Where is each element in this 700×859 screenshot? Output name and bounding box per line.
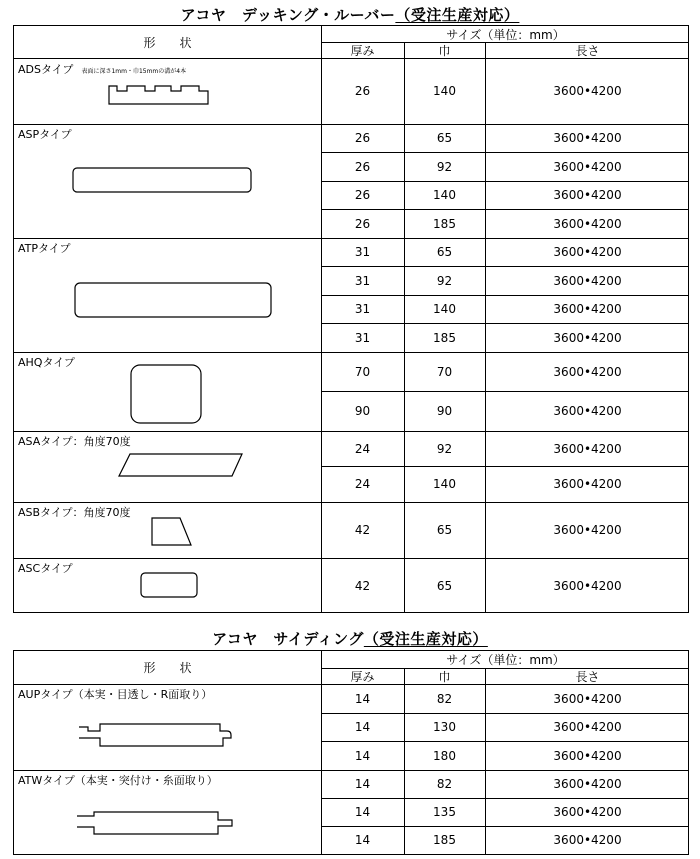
type-name-ahq: AHQタイプ [18,356,75,369]
asp-profile-icon [72,167,252,193]
deck-title-prefix: アコヤ デッキング・ルーバー [180,6,396,24]
type-name-asa: ASAタイプ：角度70度 [18,435,131,448]
width-header: 巾 [438,43,451,58]
asb-profile-icon [151,517,193,547]
table-cell: 185 [433,833,456,847]
table-cell: 65 [436,131,453,145]
siding-size-unit-header: サイズ（単位：mm） [446,653,565,667]
table-cell: 140 [433,188,456,202]
table-cell: 3600•4200 [553,330,622,345]
size-unit-header: サイズ（単位：mm） [446,27,565,42]
shape-header: 形 状 [143,35,192,50]
thickness-header: 厚み [350,43,375,58]
table-cell: 3600•4200 [553,245,622,259]
table-cell: 70 [436,364,453,379]
table-cell: 82 [436,691,453,706]
table-cell: 180 [433,748,456,763]
table-cell: 24 [354,441,371,456]
table-cell: 90 [436,404,453,418]
table-cell: 92 [436,159,453,174]
table-cell: 3600•4200 [553,216,622,231]
length-header: 長さ [575,43,600,58]
table-cell: 3600•4200 [553,273,622,288]
table-cell: 185 [433,330,456,345]
table-cell: 3600•4200 [553,159,622,174]
table-cell: 31 [354,302,371,316]
table-cell: 24 [354,477,371,491]
table-cell: 3600•4200 [553,833,622,847]
table-cell: 130 [433,720,456,734]
asa-profile-icon [118,453,244,477]
ads-profile-icon [108,83,210,107]
siding-thickness-header: 厚み [350,669,375,684]
table-cell: 3600•4200 [553,720,622,734]
table-cell: 3600•4200 [553,523,622,537]
table-cell: 26 [354,216,371,231]
table-cell: 92 [436,273,453,288]
table-cell: 26 [354,159,371,174]
table-cell: 92 [436,441,453,456]
table-cell: 3600•4200 [553,691,622,706]
siding-title-paren: （受注生産対応） [363,630,488,648]
table-cell: 42 [354,523,371,537]
asc-profile-icon [140,572,198,598]
table-cell: 26 [354,188,371,202]
table-cell: 3600•4200 [553,84,622,98]
table-cell: 65 [436,578,453,593]
aup-profile-icon [78,721,238,749]
deck-table [13,25,689,613]
table-cell: 140 [433,302,456,316]
table-cell: 90 [354,404,371,418]
table-cell: 14 [354,691,371,706]
table-cell: 65 [436,245,453,259]
table-cell: 31 [354,330,371,345]
siding-title-prefix: アコヤ サイディング [212,630,364,648]
table-cell: 31 [354,245,371,259]
type-name-atp: ATPタイプ [18,242,71,255]
atp-profile-icon [74,282,272,318]
type-name-asp: ASPタイプ [18,128,72,141]
table-cell: 3600•4200 [553,578,622,593]
table-cell: 26 [354,131,371,145]
table-cell: 3600•4200 [553,302,622,316]
table-cell: 14 [354,805,371,819]
siding-table [13,650,689,855]
deck-title [0,4,700,25]
table-cell: 3600•4200 [553,441,622,456]
table-cell: 14 [354,720,371,734]
type-name-atw: ATWタイプ（本実・突付け・糸面取り） [18,774,218,787]
table-cell: 14 [354,777,371,791]
table-cell: 3600•4200 [553,364,622,379]
table-cell: 14 [354,833,371,847]
type-name-asb: ASBタイプ：角度70度 [18,506,131,519]
siding-length-header: 長さ [575,669,600,684]
table-cell: 3600•4200 [553,748,622,763]
type-name-asc: ASCタイプ [18,562,73,575]
siding-width-header: 巾 [438,669,451,684]
table-cell: 14 [354,748,371,763]
table-cell: 3600•4200 [553,188,622,202]
table-cell: 31 [354,273,371,288]
atw-profile-icon [76,809,236,837]
table-cell: 70 [354,364,371,379]
table-cell: 3600•4200 [553,805,622,819]
table-cell: 3600•4200 [553,477,622,491]
table-cell: 140 [433,477,456,491]
table-cell: 82 [436,777,453,791]
table-cell: 185 [433,216,456,231]
table-cell: 26 [354,84,371,98]
table-cell: 3600•4200 [553,131,622,145]
type-name-aup: AUPタイプ（本実・目透し・R面取り） [18,688,213,701]
ads-note: 表面に深さ1mm・巾15mmの溝が4本 [81,68,187,75]
table-cell: 65 [436,523,453,537]
table-cell: 135 [433,805,456,819]
table-cell: 140 [433,84,456,98]
ahq-profile-icon [130,364,202,424]
siding-title [0,628,700,649]
table-cell: 3600•4200 [553,404,622,418]
siding-shape-header: 形 状 [143,661,192,675]
deck-title-paren: （受注生産対応） [395,6,520,24]
table-cell: 3600•4200 [553,777,622,791]
type-name-ads: ADSタイプ 表面に深さ1mm・巾15mmの溝が4本 [18,63,187,76]
table-cell: 42 [354,578,371,593]
